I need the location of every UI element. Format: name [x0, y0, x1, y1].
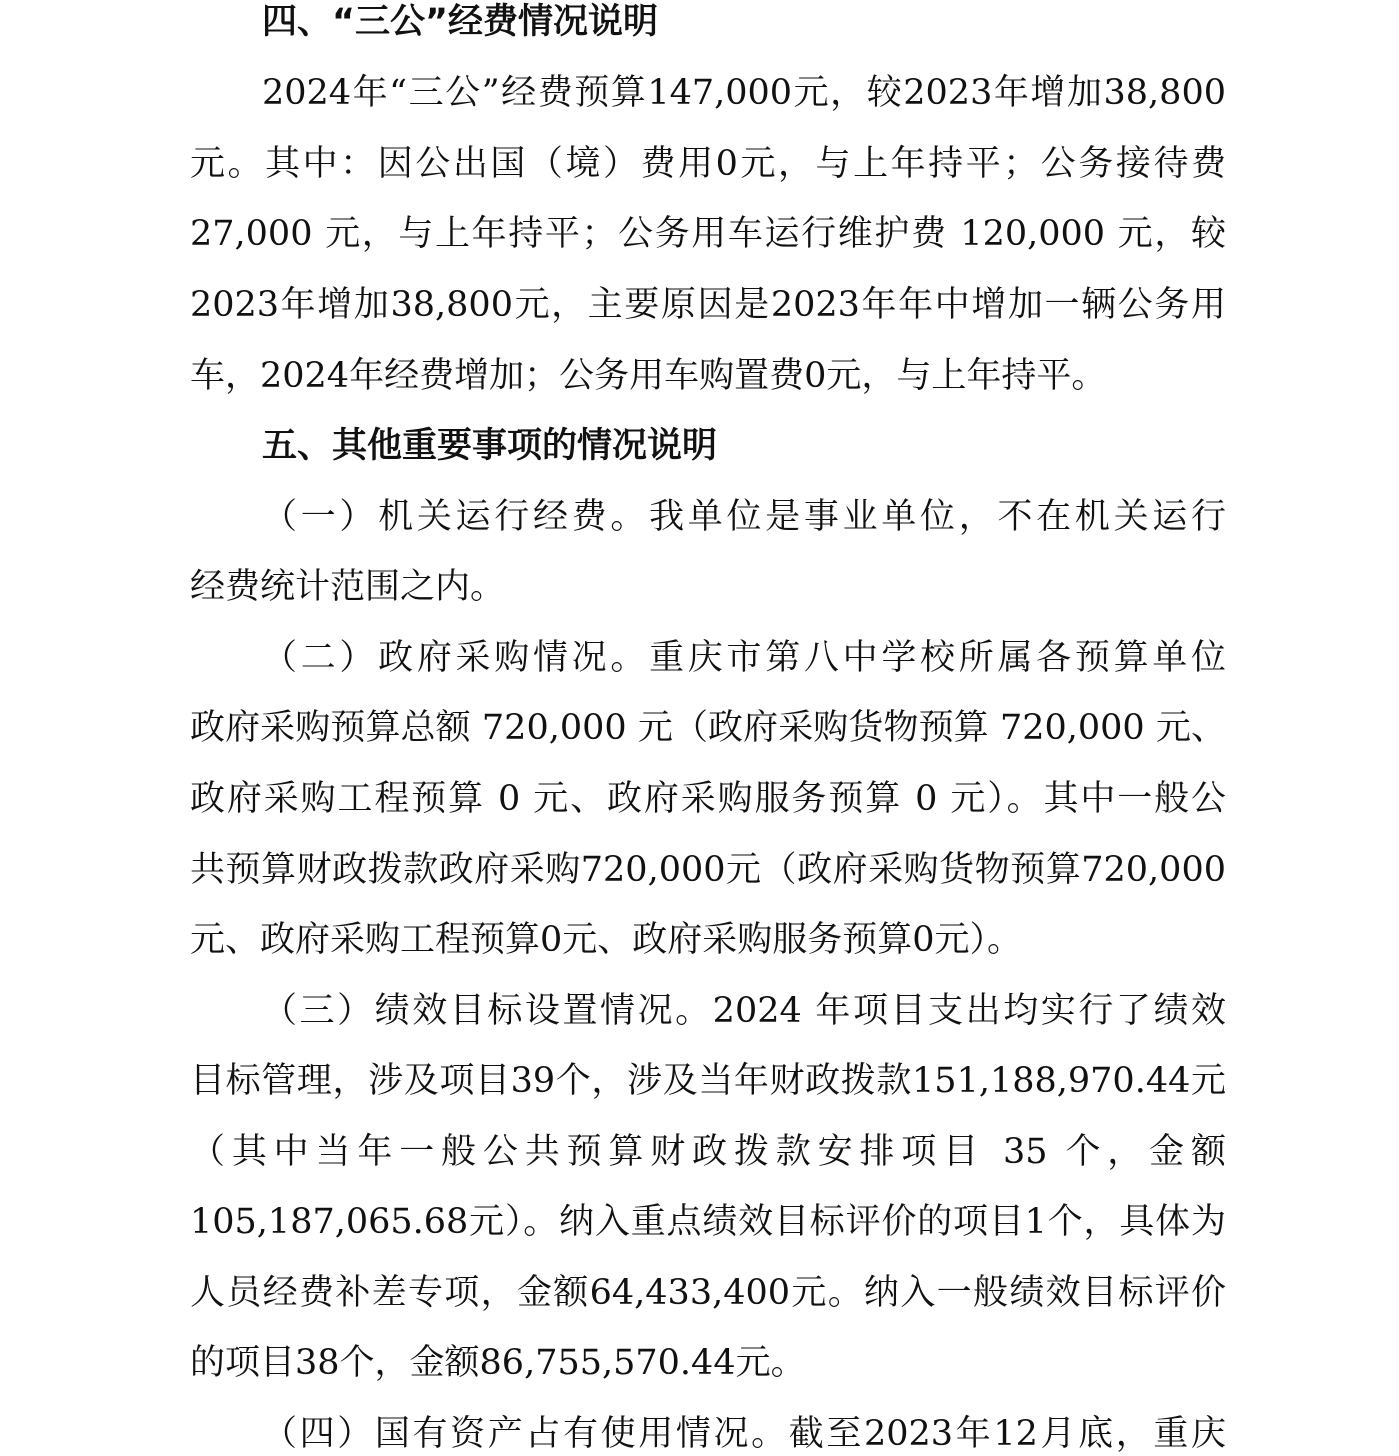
paragraph-line: 2024年“三公”经费预算147,000元，较2023年增加38,800 — [262, 73, 1226, 113]
section-heading-sanggong: 四、“三公”经费情况说明 — [262, 2, 659, 42]
section-heading-other-matters: 五、其他重要事项的情况说明 — [262, 426, 718, 466]
paragraph-line: 2023年增加38,800元，主要原因是2023年年中增加一辆公务用 — [190, 285, 1226, 325]
paragraph-line: 105,187,065.68元）。纳入重点绩效目标评价的项目1个，具体为 — [190, 1202, 1226, 1242]
paragraph-line: 元。其中：因公出国（境）费用0元，与上年持平；公务接待费 — [190, 144, 1226, 184]
paragraph-line: （一）机关运行经费。我单位是事业单位，不在机关运行 — [262, 497, 1226, 537]
paragraph-line: （四）国有资产占有使用情况。截至2023年12月底，重庆 — [262, 1414, 1226, 1454]
paragraph-line: 政府采购工程预算 0 元、政府采购服务预算 0 元）。其中一般公 — [190, 779, 1226, 819]
paragraph-line: 人员经费补差专项，金额64,433,400元。纳入一般绩效目标评价 — [190, 1273, 1226, 1313]
paragraph-line: （其中当年一般公共预算财政拨款安排项目 35 个，金额 — [190, 1132, 1226, 1172]
paragraph-line: 政府采购预算总额 720,000 元（政府采购货物预算 720,000 元、 — [190, 708, 1226, 748]
paragraph-line: （三）绩效目标设置情况。2024 年项目支出均实行了绩效 — [262, 991, 1226, 1031]
paragraph-line: 27,000 元，与上年持平；公务用车运行维护费 120,000 元，较 — [190, 214, 1226, 254]
paragraph-line: 经费统计范围之内。 — [190, 567, 506, 607]
paragraph-line: 元、政府采购工程预算0元、政府采购服务预算0元）。 — [190, 920, 1023, 960]
paragraph-line: 共预算财政拨款政府采购720,000元（政府采购货物预算720,000 — [190, 850, 1226, 890]
paragraph-line: （二）政府采购情况。重庆市第八中学校所属各预算单位 — [262, 638, 1226, 678]
paragraph-line: 车，2024年经费增加；公务用车购置费0元，与上年持平。 — [190, 356, 1107, 396]
paragraph-line: 目标管理，涉及项目39个，涉及当年财政拨款151,188,970.44元 — [190, 1061, 1226, 1101]
paragraph-line: 的项目38个，金额86,755,570.44元。 — [190, 1343, 806, 1383]
